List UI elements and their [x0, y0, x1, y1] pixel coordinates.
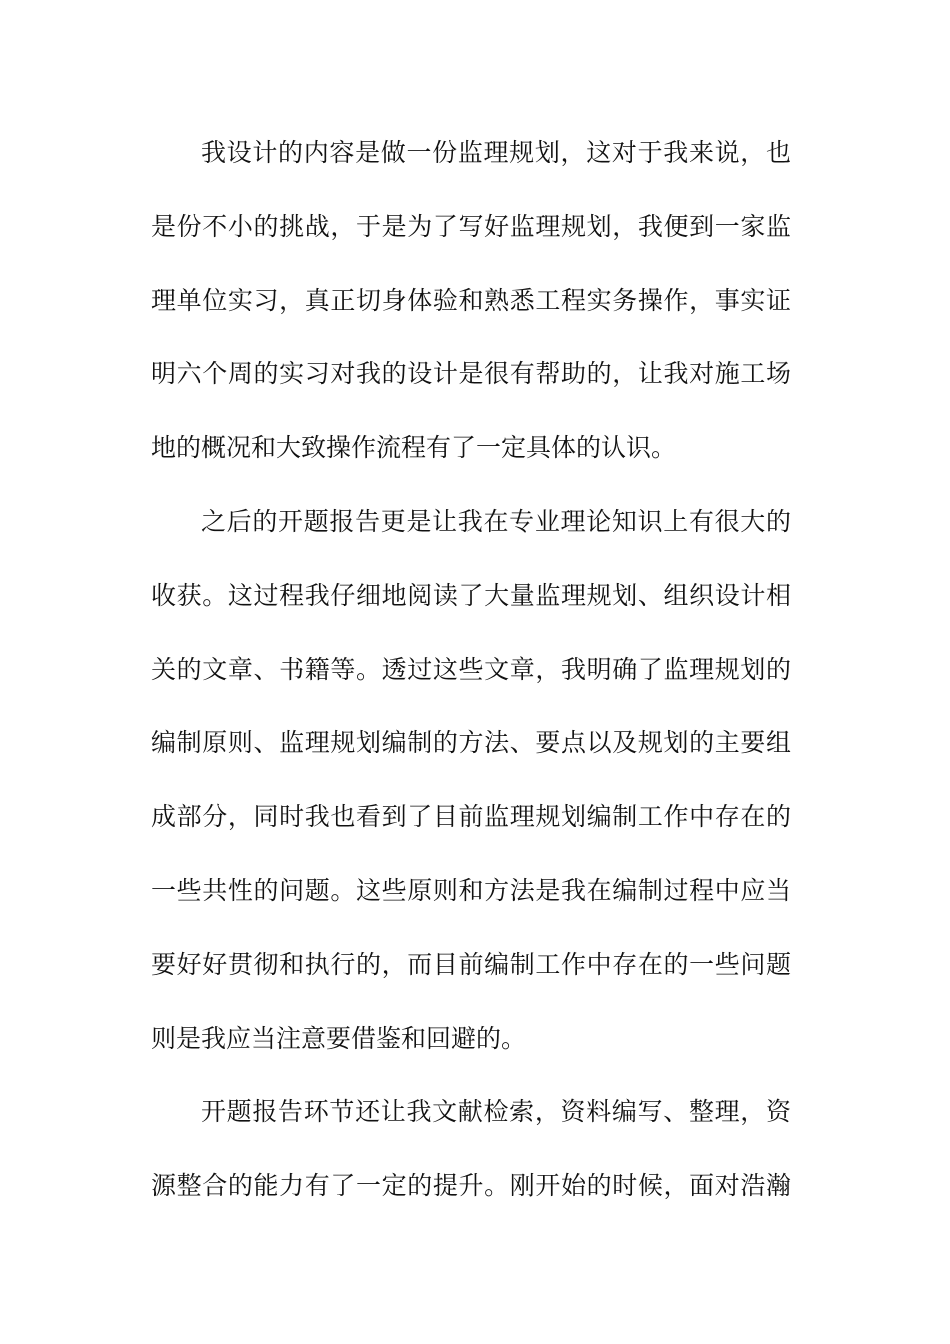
paragraph-2-line-4: 编制原则、监理规划编制的方法、要点以及规划的主要组 [151, 728, 791, 758]
paragraph-1-line-4: 明六个周的实习对我的设计是很有帮助的，让我对施工场 [151, 359, 791, 389]
body-text [151, 128, 791, 1235]
paragraph-1-line-3: 理单位实习，真正切身体验和熟悉工程实务操作，事实证 [151, 285, 791, 315]
paragraph-3-line-1: 开题报告环节还让我文献检索，资料编写、整理，资 [201, 1097, 791, 1127]
paragraph-1-line-5: 地的概况和大致操作流程有了一定具体的认识。 [151, 433, 677, 463]
paragraph-3-line-2: 源整合的能力有了一定的提升。刚开始的时候，面对浩瀚 [151, 1171, 791, 1201]
paragraph-2-line-6: 一些共性的问题。这些原则和方法是我在编制过程中应当 [151, 875, 791, 905]
paragraph-1-line-2: 是份不小的挑战，于是为了写好监理规划，我便到一家监 [151, 211, 791, 241]
paragraph-1-line-1: 我设计的内容是做一份监理规划，这对于我来说，也 [201, 138, 791, 167]
paragraph-2-line-5: 成部分，同时我也看到了目前监理规划编制工作中存在的 [151, 802, 791, 832]
paragraph-2-line-8: 则是我应当注意要借鉴和回避的。 [151, 1023, 527, 1053]
paragraph-2-line-3: 关的文章、书籍等。透过这些文章，我明确了监理规划的 [151, 654, 791, 684]
paragraph-2-line-2: 收获。这过程我仔细地阅读了大量监理规划、组织设计相 [151, 580, 791, 610]
paragraph-2-line-7: 要好好贯彻和执行的，而目前编制工作中存在的一些问题 [151, 949, 791, 979]
paragraph-2-line-1: 之后的开题报告更是让我在专业理论知识上有很大的 [201, 506, 791, 536]
